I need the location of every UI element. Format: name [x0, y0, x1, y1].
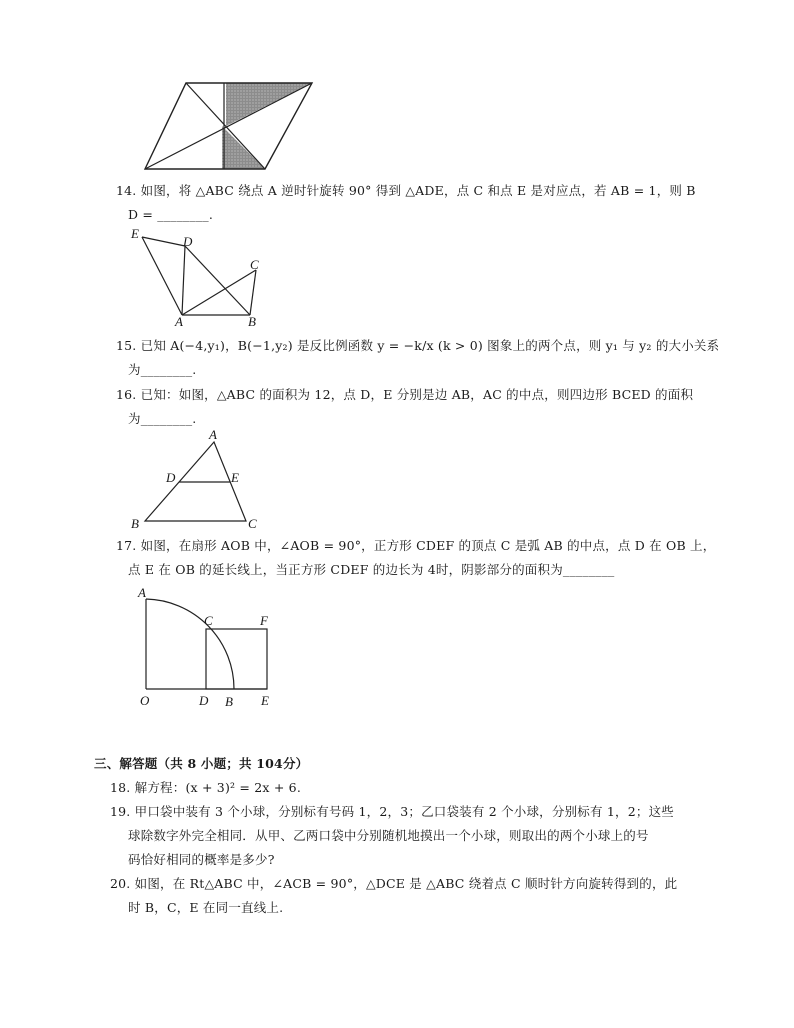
q14-figure — [126, 226, 272, 330]
q17-label-B: B — [225, 694, 233, 709]
q16-figure — [128, 428, 268, 532]
q16-label-A: A — [209, 428, 217, 442]
q17-text-line2: 点 E 在 OB 的延长线上，当正方形 CDEF 的边长为 4时，阴影部分的面积为________ — [128, 562, 615, 577]
q16-text-line2: 为________. — [128, 411, 197, 426]
q14-label-C: C — [250, 257, 259, 272]
q16-label-D: D — [166, 470, 176, 485]
q16-label-C: C — [248, 516, 257, 531]
q19-text-line1: 19. 甲口袋中装有 3 个小球，分别标有号码 1，2，3；乙口袋装有 2 个小球，分别标有 1，2；这些 — [110, 804, 674, 819]
q16-text-line1: 16. 已知：如图，△ABC 的面积为 12，点 D，E 分别是边 AB，AC 的中点，则四边形 BCED 的面积 — [116, 387, 694, 402]
q20-text-line1: 20. 如图，在 Rt△ABC 中，∠ACB = 90°，△DCE 是 △ABC 绕着点 C 顺时针方向旋转得到的，此 — [110, 876, 678, 891]
q17-label-A: A — [138, 585, 146, 600]
q18-text-line1: 18. 解方程：(x + 3)² = 2x + 6. — [110, 780, 302, 795]
q14-text-line1: 14. 如图，将 △ABC 绕点 A 逆时针旋转 90° 得到 △ADE，点 C 和点 E 是对应点，若 AB = 1，则 B — [116, 183, 696, 198]
q16-label-E: E — [231, 470, 239, 485]
q17-figure — [134, 583, 284, 713]
q17-label-D: D — [199, 693, 209, 708]
q14-label-A: A — [175, 314, 183, 329]
q14-label-B: B — [248, 314, 256, 329]
q15-text-line1: 15. 已知 A(−4,y₁)，B(−1,y₂) 是反比例函数 y = −k/x (k > 0) 图象上的两个点，则 y₁ 与 y₂ 的大小关系 — [116, 338, 720, 353]
q14-label-E: E — [131, 226, 139, 241]
q17-text-line1: 17. 如图，在扇形 AOB 中，∠AOB = 90°，正方形 CDEF 的顶点 C 是弧 AB 的中点，点 D 在 OB 上， — [116, 538, 716, 553]
q17-label-C: C — [204, 613, 213, 628]
parallelogram-figure — [138, 78, 338, 176]
q14-text-line2: D = ________. — [128, 207, 214, 222]
q16-label-B: B — [131, 516, 139, 531]
section3-title: 三、解答题（共 8 小题；共 104分） — [94, 756, 309, 771]
q19-text-line3: 码恰好相同的概率是多少? — [128, 852, 275, 867]
q19-text-line2: 球除数字外完全相同．从甲、乙两口袋中分别随机地摸出一个小球，则取出的两个小球上的号 — [128, 828, 649, 843]
q20-text-line2: 时 B，C，E 在同一直线上. — [128, 900, 284, 915]
q17-label-E: E — [261, 693, 269, 708]
q17-label-O: O — [140, 693, 150, 708]
q17-label-F: F — [260, 613, 268, 628]
q15-text-line2: 为________. — [128, 362, 197, 377]
q14-label-D: D — [183, 234, 193, 249]
